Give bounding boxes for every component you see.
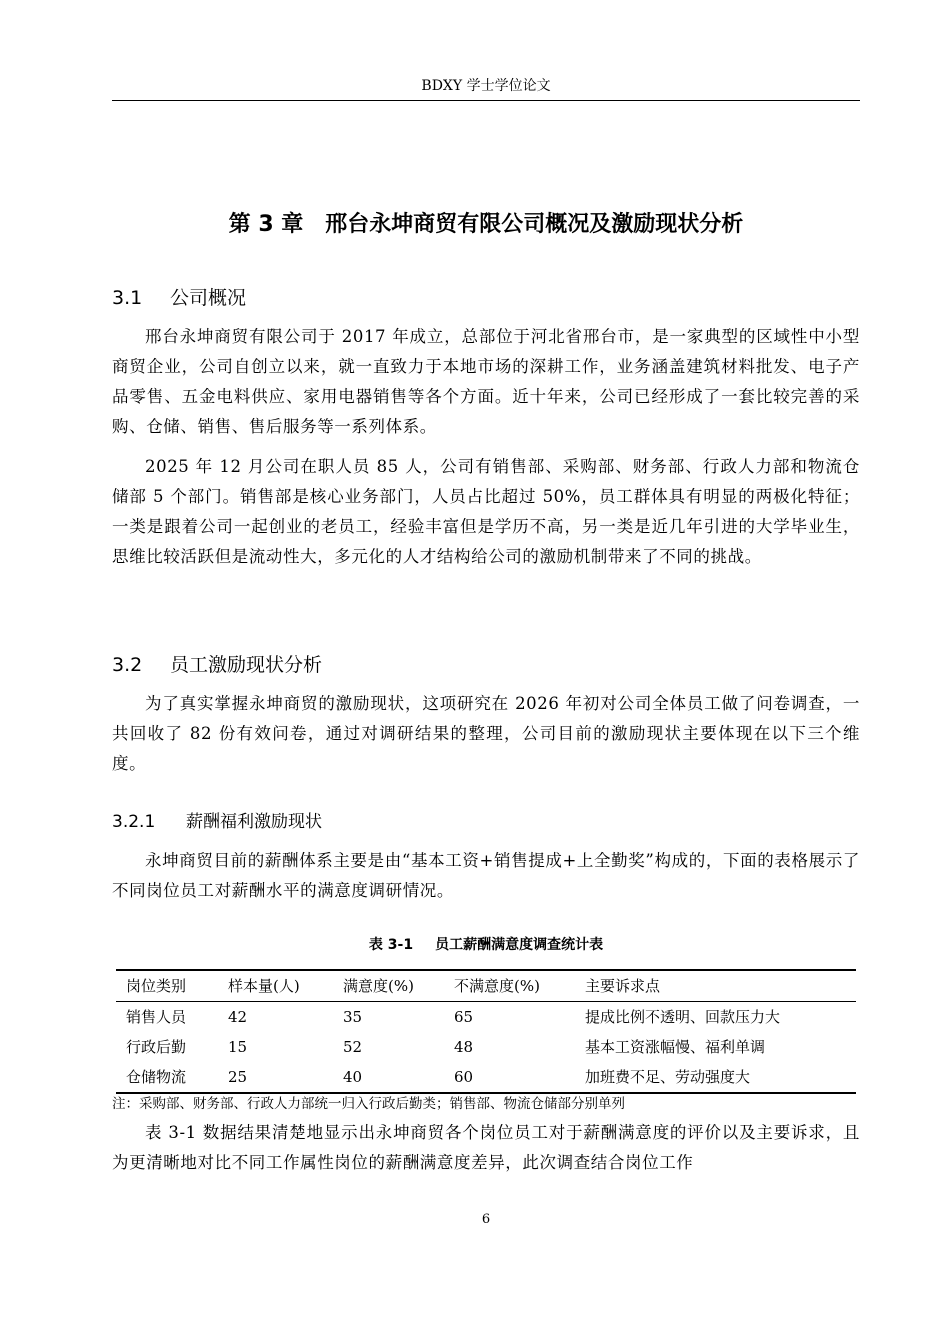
table-header-cell: 主要诉求点 xyxy=(585,977,661,995)
header-rule xyxy=(112,100,860,101)
section-title: 员工激励现状分析 xyxy=(170,654,323,676)
table-row xyxy=(116,1032,856,1062)
table-cell: 65 xyxy=(454,1008,474,1026)
section-number: 3.2 xyxy=(112,654,143,676)
table-cell: 行政后勤 xyxy=(126,1038,187,1056)
table-cell: 基本工资涨幅慢、福利单调 xyxy=(585,1038,766,1056)
subsection-heading-3-2-1 xyxy=(112,809,322,835)
section-title: 公司概况 xyxy=(170,287,247,309)
table-row xyxy=(116,1002,856,1033)
table-caption xyxy=(112,934,860,956)
table-cell: 48 xyxy=(454,1038,474,1056)
table-cell: 加班费不足、劳动强度大 xyxy=(585,1068,751,1086)
table-cell: 仓储物流 xyxy=(126,1068,187,1086)
table-cell: 40 xyxy=(343,1068,363,1086)
body-paragraph: 邢台永坤商贸有限公司于 2017 年成立，总部位于河北省邢台市，是一家典型的区域性中小型商贸企业，公司自创立以来，就一直致力于本地市场的深耕工作，业务涵盖建筑材料批发、电子产品零售、五金电料供应、家用电器销售等各个方面。近十年来，公司已经形成了一套比较完善的采购、仓储、销售、售后服务等一系列体系。 xyxy=(112,327,860,436)
table-note: 注：采购部、财务部、行政人力部统一归入行政后勤类；销售部、物流仓储部分别单列 xyxy=(112,1096,625,1112)
table-cell: 42 xyxy=(228,1008,248,1026)
body-paragraph: 为了真实掌握永坤商贸的激励现状，这项研究在 2026 年初对公司全体员工做了问卷调查，一共回收了 82 份有效问卷，通过对调研结果的整理，公司目前的激励现状主要体现在以下三个维度。 xyxy=(112,694,860,773)
table-caption-title: 员工薪酬满意度调查统计表 xyxy=(435,937,604,953)
table-cell: 60 xyxy=(454,1068,474,1086)
body-paragraph: 2025 年 12 月公司在职人员 85 人，公司有销售部、采购部、财务部、行政人力部和物流仓储部 5 个部门。销售部是核心业务部门，人员占比超过 50%，员工群体具有明显的两极化特征；一类是跟着公司一起创业的老员工，经验丰富但是学历不高，另一类是近几年引进的大学毕业生，思维比较活跃但是流动性大，多元化的人才结构给公司的激励机制带来了不同的挑战。 xyxy=(112,457,860,566)
table-row xyxy=(116,1062,856,1093)
table-caption-number: 表 3-1 xyxy=(368,937,414,953)
table-cell: 销售人员 xyxy=(126,1008,187,1026)
table-cell: 25 xyxy=(228,1068,248,1086)
table-header-cell: 不满意度(%) xyxy=(454,977,540,995)
section-heading-3-2 xyxy=(112,651,322,679)
subsection-number: 3.2.1 xyxy=(112,812,156,832)
body-paragraph: 永坤商贸目前的薪酬体系主要是由“基本工资+销售提成+上全勤奖”构成的，下面的表格展示了不同岗位员工对薪酬水平的满意度调研情况。 xyxy=(112,851,860,900)
body-paragraph: 表 3-1 数据结果清楚地显示出永坤商贸各个岗位员工对于薪酬满意度的评价以及主要诉求，且为更清晰地对比不同工作属性岗位的薪酬满意度差异，此次调查结合岗位工作 xyxy=(112,1123,860,1172)
table-cell: 15 xyxy=(228,1038,248,1056)
table-cell: 35 xyxy=(343,1008,363,1026)
table-header-cell: 岗位类别 xyxy=(126,977,187,995)
table-header-cell: 样本量(人) xyxy=(228,977,300,995)
satisfaction-table xyxy=(116,969,856,1094)
running-header: BDXY 学士学位论文 xyxy=(421,78,551,94)
chapter-title: 第 3 章 邢台永坤商贸有限公司概况及激励现状分析 xyxy=(228,212,744,237)
section-heading-3-1 xyxy=(112,284,246,312)
table-header-row xyxy=(116,970,856,1002)
table-cell: 提成比例不透明、回款压力大 xyxy=(585,1008,781,1026)
section-number: 3.1 xyxy=(112,287,143,309)
page-number: 6 xyxy=(481,1212,491,1227)
table-cell: 52 xyxy=(343,1038,363,1056)
table-header-cell: 满意度(%) xyxy=(343,977,414,995)
subsection-title: 薪酬福利激励现状 xyxy=(186,812,322,832)
